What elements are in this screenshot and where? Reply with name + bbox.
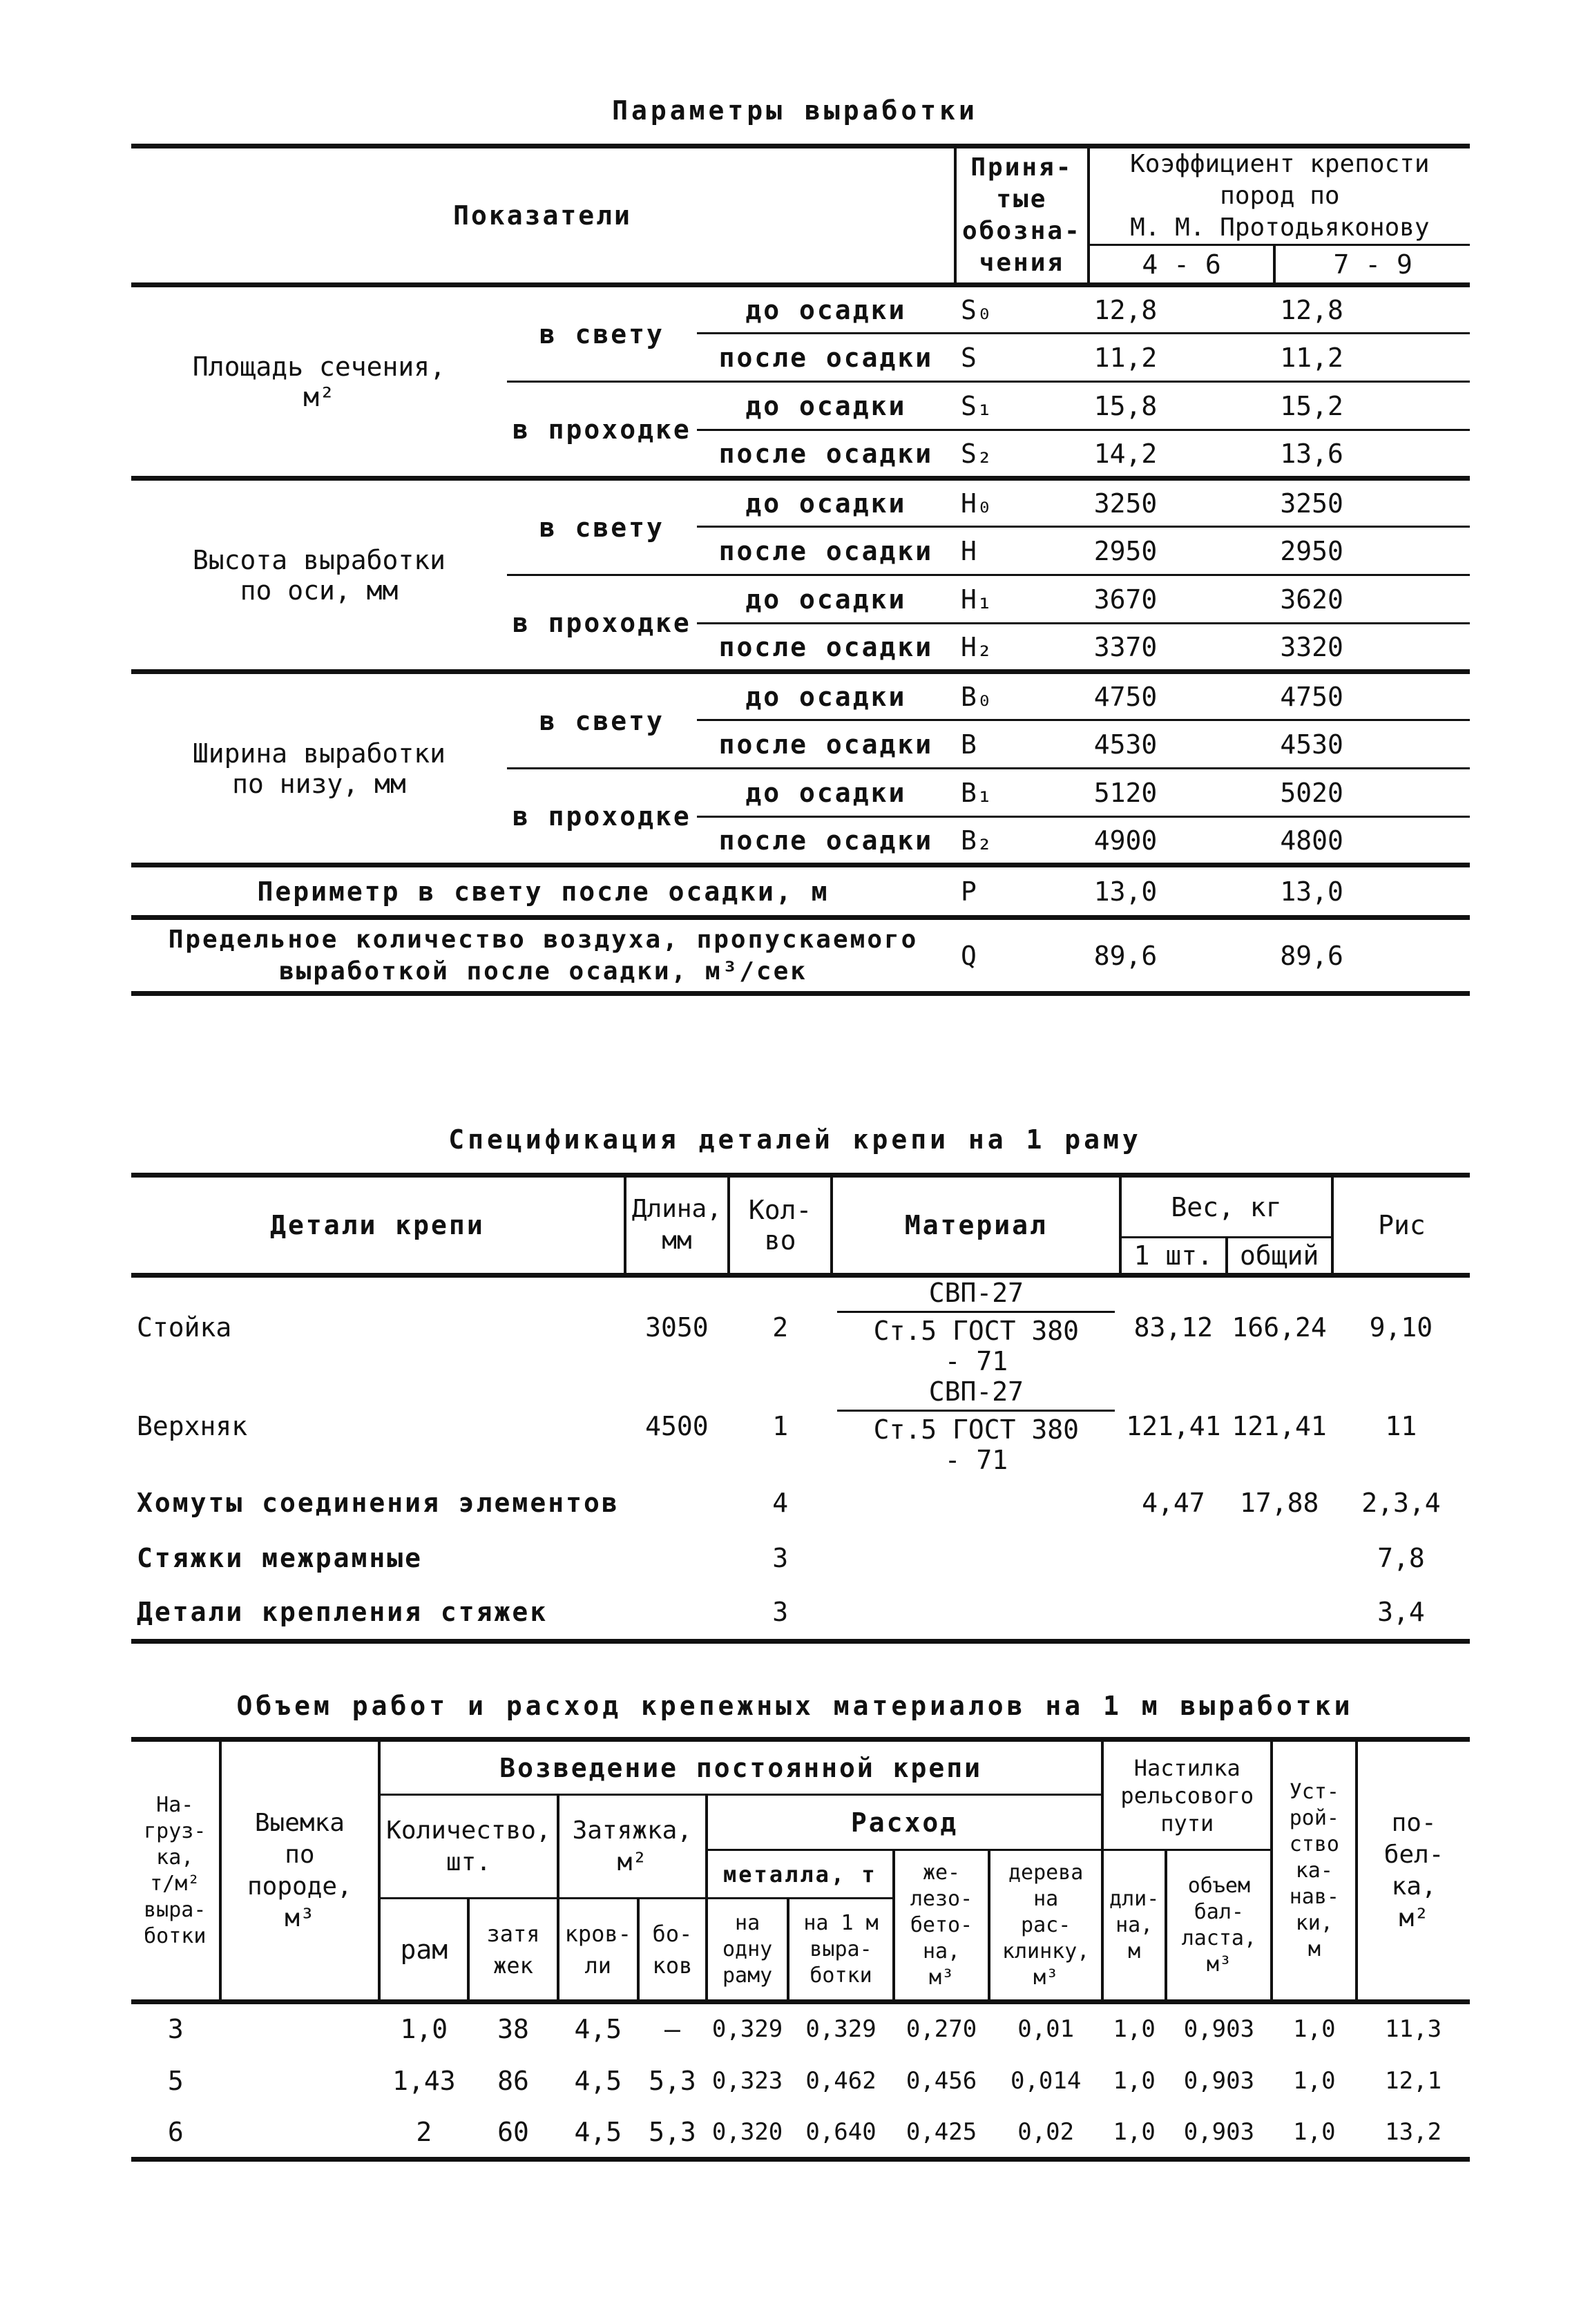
- symbol: H₀: [955, 479, 1089, 527]
- value-4-6: 15,8: [1089, 382, 1275, 430]
- header-ditch: Уст- рой- ство ка- нав- ки, м: [1272, 1740, 1357, 2002]
- symbol: S: [961, 342, 977, 373]
- part-name: Детали крепления стяжек: [137, 1597, 548, 1628]
- table2-title: Спецификация деталей крепи на 1 раму: [448, 1124, 1142, 1155]
- state: до осадки: [697, 479, 955, 527]
- row-excavation: [220, 2055, 380, 2107]
- value-4-6: 5120: [1089, 769, 1275, 817]
- row-metal-frame: 0,320: [711, 2117, 783, 2146]
- sub-label: в свету: [539, 705, 664, 736]
- part-length: [625, 1530, 729, 1586]
- value-7-9: 3620: [1274, 575, 1470, 624]
- value-4-6: 89,6: [1093, 940, 1158, 971]
- part-qty: 4: [772, 1488, 789, 1518]
- row-whitewash: 11,3: [1385, 2015, 1442, 2044]
- row-roof: 4,5: [574, 2014, 622, 2045]
- header-sides: бо- ков: [638, 1899, 707, 2002]
- sub-label: в свету: [539, 318, 664, 349]
- header-concrete: же- лезо- бето- на, м³: [894, 1850, 990, 2002]
- header-roof: кров- ли: [558, 1899, 638, 2002]
- row-ballast: 0,903: [1183, 2066, 1255, 2095]
- row-sides: —: [664, 2014, 680, 2045]
- state: до осадки: [697, 382, 955, 430]
- row-concrete: 0,425: [906, 2117, 977, 2146]
- symbol: S₀: [955, 285, 1089, 334]
- part-material: [832, 1530, 1120, 1586]
- part-figure: 11: [1385, 1410, 1417, 1441]
- state: после осадки: [718, 825, 934, 856]
- row-load: 3: [167, 2014, 184, 2045]
- part-figure: 7,8: [1377, 1543, 1425, 1573]
- value-7-9: 4530: [1280, 729, 1343, 760]
- symbol: S₁: [955, 382, 1089, 430]
- sub-label: в проходке: [512, 607, 691, 638]
- row-metal-meter: 0,329: [805, 2015, 877, 2044]
- value-4-6: 2950: [1093, 535, 1158, 566]
- symbol: B₀: [955, 672, 1089, 720]
- part-weight-total: [1227, 1586, 1332, 1641]
- value-7-9: 15,2: [1274, 382, 1470, 430]
- part-weight-total: 166,24: [1232, 1312, 1327, 1343]
- part-qty: 3: [772, 1597, 789, 1628]
- header-parts: Детали крепи: [131, 1175, 625, 1276]
- row-ditch: 1,0: [1293, 2117, 1336, 2146]
- row-frames: 1,43: [392, 2065, 456, 2096]
- group-area-label: Площадь сечения, м²: [192, 351, 446, 412]
- part-material: $\frac{\text{СВП-27}}{\text{Ст.5 ГОСТ 380 - 71}}$: [832, 1276, 1120, 1377]
- header-weight: Вес, кг: [1120, 1175, 1332, 1238]
- header-col-4-6: 4 - 6: [1089, 245, 1275, 285]
- header-per-meter: на 1 м выра- ботки: [788, 1899, 894, 2002]
- row-ballast: 0,903: [1183, 2117, 1255, 2146]
- row-wood: 0,02: [1017, 2117, 1075, 2146]
- group-width-label: Ширина выработки по низу, мм: [192, 738, 446, 799]
- header-weight-total: общий: [1227, 1238, 1332, 1276]
- value-4-6: 12,8: [1089, 285, 1275, 334]
- value-7-9: 11,2: [1280, 342, 1343, 373]
- state: после осадки: [718, 342, 934, 373]
- state: после осадки: [718, 631, 934, 662]
- header-material: Материал: [832, 1175, 1120, 1276]
- row-load: 6: [167, 2116, 184, 2147]
- row-whitewash: 13,2: [1385, 2117, 1442, 2146]
- sub-label: в свету: [539, 512, 664, 543]
- state: после осадки: [718, 535, 934, 566]
- header-lagging: Затяжка, м²: [558, 1795, 707, 1899]
- part-length: 4500: [645, 1410, 709, 1441]
- row-metal-frame: 0,329: [711, 2015, 783, 2044]
- row-load: 5: [167, 2065, 184, 2096]
- part-weight-one: 83,12: [1133, 1312, 1214, 1343]
- symbol: B₁: [955, 769, 1089, 817]
- row-roof: 4,5: [574, 2065, 622, 2096]
- value-7-9: 4800: [1280, 825, 1343, 856]
- row-roof: 4,5: [574, 2116, 622, 2147]
- works-table: [131, 1737, 1470, 2162]
- part-length: [625, 1586, 729, 1641]
- spec-table: [131, 1173, 1470, 1644]
- row-concrete: 0,456: [906, 2066, 977, 2095]
- part-figure: 9,10: [1369, 1312, 1433, 1343]
- row-excavation: [220, 2107, 380, 2160]
- part-figure: 3,4: [1377, 1597, 1425, 1628]
- part-name: Хомуты соединения элементов: [137, 1488, 620, 1518]
- header-rail: Настилка рельсового пути: [1102, 1740, 1272, 1850]
- row-sides: 5,3: [649, 2116, 696, 2147]
- value-4-6: 13,0: [1093, 876, 1158, 907]
- value-4-6: 3670: [1089, 575, 1275, 624]
- value-4-6: 4530: [1093, 729, 1158, 760]
- part-name: Стяжки межрамные: [137, 1543, 423, 1573]
- part-material: [832, 1475, 1120, 1530]
- part-weight-total: [1227, 1530, 1332, 1586]
- state: до осадки: [697, 285, 955, 334]
- value-4-6: 14,2: [1093, 438, 1158, 469]
- header-load: На- груз- ка, т/м² выра- ботки: [131, 1740, 220, 2002]
- value-7-9: 5020: [1274, 769, 1470, 817]
- header-wood: дерева на рас- клинку, м³: [989, 1850, 1102, 2002]
- part-weight-one: [1120, 1530, 1226, 1586]
- header-weight-one: 1 шт.: [1120, 1238, 1226, 1276]
- part-material: [832, 1586, 1120, 1641]
- symbol: B₂: [961, 825, 993, 856]
- part-qty: 1: [772, 1410, 789, 1441]
- part-weight-one: 4,47: [1142, 1488, 1205, 1518]
- value-7-9: 13,6: [1280, 438, 1343, 469]
- value-7-9: 12,8: [1274, 285, 1470, 334]
- symbol: H₂: [961, 631, 993, 662]
- row-tighteners: 86: [497, 2065, 529, 2096]
- header-frames: рам: [379, 1899, 468, 2002]
- part-qty: 3: [772, 1543, 789, 1573]
- state: до осадки: [697, 769, 955, 817]
- part-name: Стойка: [137, 1312, 232, 1343]
- header-length: Длина, мм: [625, 1175, 729, 1276]
- row-rail-length: 1,0: [1113, 2066, 1156, 2095]
- symbol: S₂: [961, 438, 993, 469]
- state: до осадки: [697, 575, 955, 624]
- part-material: $\frac{\text{СВП-27}}{\text{Ст.5 ГОСТ 380 - 71}}$: [832, 1376, 1120, 1475]
- symbol: P: [961, 876, 977, 907]
- header-figure: Рис: [1378, 1210, 1426, 1240]
- row-frames: 2: [416, 2116, 432, 2147]
- value-7-9: 4750: [1274, 672, 1470, 720]
- row-ditch: 1,0: [1293, 2066, 1336, 2095]
- value-4-6: 11,2: [1093, 342, 1158, 373]
- header-tighteners: затя жек: [468, 1899, 557, 2002]
- symbol: H₁: [955, 575, 1089, 624]
- row-excavation: [220, 2002, 380, 2055]
- row-sides: 5,3: [649, 2065, 696, 2096]
- header-consumption: Расход: [707, 1795, 1102, 1850]
- row-metal-meter: 0,640: [805, 2117, 877, 2146]
- value-7-9: 3250: [1274, 479, 1470, 527]
- state: после осадки: [718, 729, 934, 760]
- header-col-7-9: 7 - 9: [1333, 249, 1412, 280]
- value-7-9: 2950: [1280, 535, 1343, 566]
- row-wood: 0,014: [1010, 2066, 1082, 2095]
- header-construction: Возведение постоянной крепи: [379, 1740, 1102, 1795]
- row-whitewash: 12,1: [1385, 2066, 1442, 2095]
- header-quantity: Кол-во: [729, 1175, 832, 1276]
- header-excavation: Выемка по породе, м³: [220, 1740, 380, 2002]
- header-coefficient: Коэффициент крепости пород по М. М. Протодьяконову: [1089, 146, 1470, 245]
- part-name: Верхняк: [137, 1410, 248, 1441]
- row-metal-frame: 0,323: [711, 2066, 783, 2095]
- header-rail-length: дли- на, м: [1102, 1850, 1166, 2002]
- symbol: H: [961, 535, 977, 566]
- row-metal-meter: 0,462: [805, 2066, 877, 2095]
- table3-title: Объем работ и расход крепежных материалов на 1 м выработки: [236, 1691, 1354, 1721]
- air-label: Предельное количество воздуха, пропускаемого выработкой после осадки, м³/сек: [168, 925, 919, 986]
- value-4-6: 3370: [1093, 631, 1158, 662]
- header-ballast: объем бал- ласта, м³: [1166, 1850, 1272, 2002]
- part-weight-total: 121,41: [1232, 1410, 1327, 1441]
- part-weight-total: 17,88: [1239, 1488, 1319, 1518]
- part-weight-one: 121,41: [1126, 1410, 1221, 1441]
- symbol: Q: [961, 940, 977, 971]
- part-length: 3050: [645, 1312, 709, 1343]
- value-7-9: 89,6: [1280, 940, 1343, 971]
- row-wood: 0,01: [1017, 2015, 1075, 2044]
- part-length: [625, 1475, 729, 1530]
- header-whitewash: по- бел- ка, м²: [1383, 1808, 1444, 1932]
- sub-label: в проходке: [512, 414, 691, 445]
- row-concrete: 0,270: [906, 2015, 977, 2044]
- header-symbols: Приня- тые обозна- чения: [955, 146, 1089, 285]
- group-height-label: Высота выработки по оси, мм: [192, 544, 446, 606]
- state: после осадки: [718, 438, 934, 469]
- header-per-frame: на одну раму: [707, 1899, 788, 2002]
- part-weight-one: [1120, 1586, 1226, 1641]
- row-tighteners: 60: [497, 2116, 529, 2147]
- perimeter-label: Периметр в свету после осадки, м: [257, 876, 830, 907]
- header-metal: металла, т: [707, 1850, 894, 1899]
- row-ballast: 0,903: [1183, 2015, 1255, 2044]
- value-7-9: 3320: [1280, 631, 1343, 662]
- header-indicators: Показатели: [131, 146, 955, 285]
- table1-title: Параметры выработки: [612, 95, 978, 126]
- row-frames: 1,0: [400, 2014, 448, 2045]
- state: до осадки: [697, 672, 955, 720]
- symbol: B: [961, 729, 977, 760]
- row-rail-length: 1,0: [1113, 2117, 1156, 2146]
- value-4-6: 4900: [1093, 825, 1158, 856]
- sub-label: в проходке: [512, 800, 691, 832]
- value-4-6: 3250: [1089, 479, 1275, 527]
- value-4-6: 4750: [1089, 672, 1275, 720]
- row-rail-length: 1,0: [1113, 2015, 1156, 2044]
- params-table: [131, 144, 1470, 996]
- part-figure: 2,3,4: [1361, 1488, 1441, 1518]
- row-tighteners: 38: [497, 2014, 529, 2045]
- part-qty: 2: [772, 1312, 789, 1343]
- header-count: Количество, шт.: [379, 1795, 557, 1899]
- row-ditch: 1,0: [1293, 2015, 1336, 2044]
- value-7-9: 13,0: [1280, 876, 1343, 907]
